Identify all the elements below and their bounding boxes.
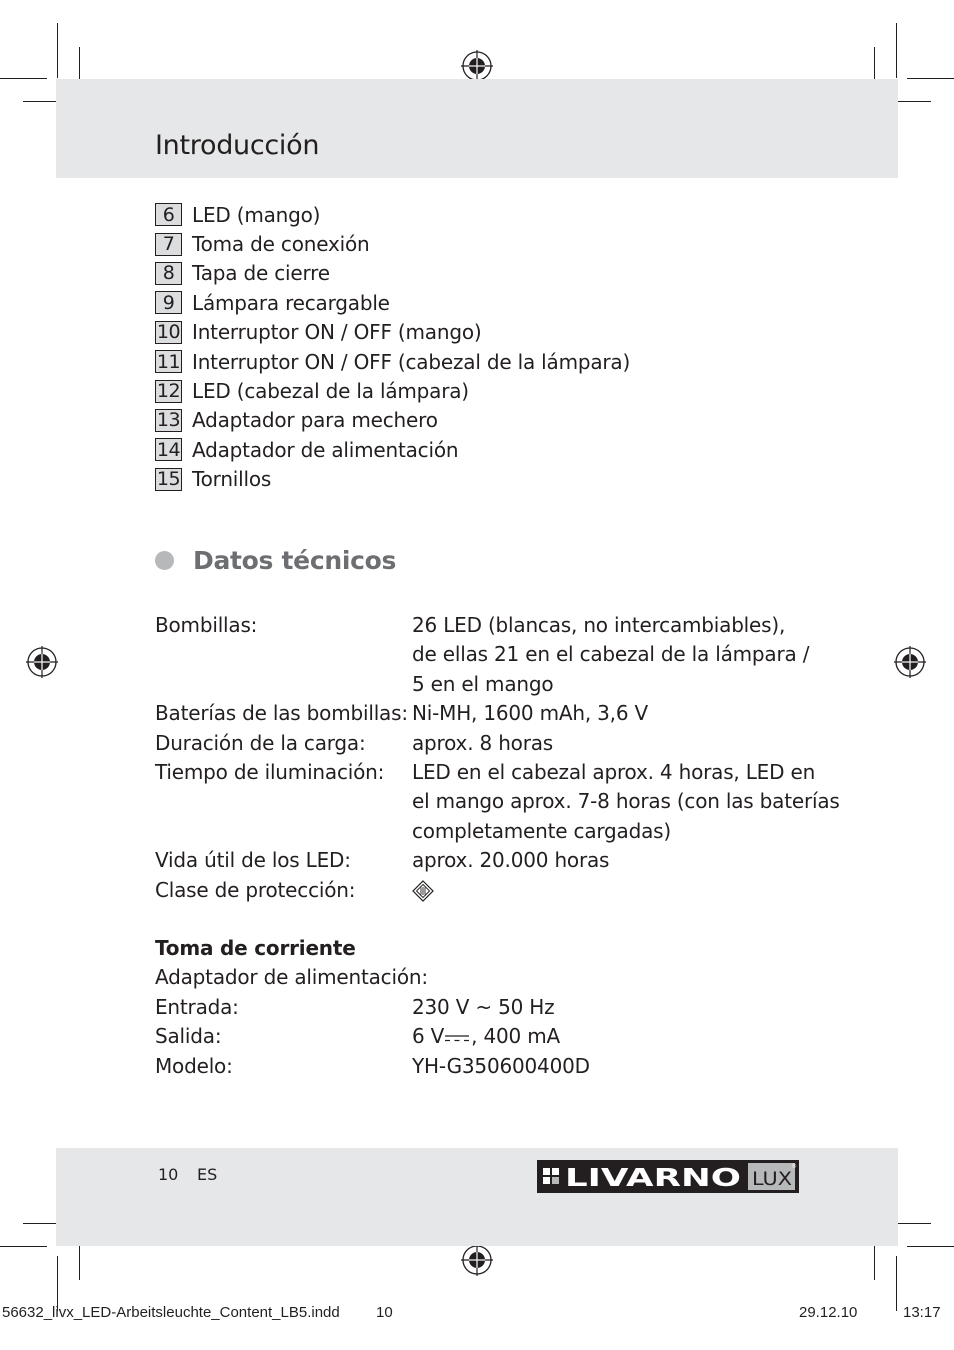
registration-mark-icon — [460, 1243, 494, 1277]
part-number: 11 — [156, 350, 181, 373]
part-label: Interruptor ON / OFF (mango) — [192, 320, 482, 345]
part-number: 9 — [155, 291, 182, 314]
slug-date: 29.12.10 — [799, 1304, 858, 1321]
crop-mark — [907, 1246, 954, 1247]
list-item — [155, 376, 805, 405]
spec-label: Salida: — [155, 1024, 222, 1049]
part-number: 8 — [155, 262, 182, 285]
section-title: Datos técnicos — [193, 546, 397, 575]
spec-value-line: 5 en el mango — [412, 671, 554, 696]
part-label: LED (mango) — [192, 202, 321, 227]
spec-row-model — [155, 1052, 815, 1081]
crop-mark — [874, 1240, 875, 1280]
spec-label: Baterías de las bombillas: — [155, 701, 408, 726]
spec-row-charge — [155, 729, 815, 758]
part-label: Tapa de cierre — [192, 261, 330, 286]
part-number: 10 — [156, 321, 181, 344]
spec-value: 230 V ~ 50 Hz — [412, 994, 555, 1019]
bullet-icon — [155, 551, 174, 570]
spec-value-line: de ellas 21 en el cabezal de la lámpara / — [412, 642, 810, 667]
logo-text: LIVARNO — [565, 1163, 741, 1192]
livarno-lux-logo — [537, 1160, 799, 1193]
slug-time: 13:17 — [903, 1304, 941, 1321]
crop-mark — [896, 1256, 897, 1311]
page-title: Introducción — [155, 130, 320, 161]
spec-value — [412, 1022, 812, 1051]
crop-mark — [57, 23, 58, 78]
part-label: Lámpara recargable — [192, 290, 390, 315]
power-supply-section — [155, 934, 815, 1081]
spec-label: Vida útil de los LED: — [155, 848, 351, 873]
registration-mark-icon — [460, 49, 494, 83]
page-number: 10 — [158, 1165, 179, 1184]
logo-registered-mark: ® — [791, 1163, 797, 1170]
spec-value-line: el mango aprox. 7-8 horas (con las baterías — [412, 789, 840, 814]
part-number: 6 — [155, 203, 182, 226]
spec-row-light-time — [155, 758, 840, 846]
list-item — [155, 435, 805, 464]
list-item — [155, 406, 805, 435]
list-item — [155, 259, 805, 288]
output-voltage: 6 V — [412, 1024, 445, 1049]
part-number: 12 — [156, 380, 181, 403]
spec-label: Duración de la carga: — [155, 730, 366, 755]
registration-mark-icon — [893, 645, 927, 679]
spec-value — [412, 758, 840, 846]
section-heading — [155, 546, 396, 575]
slug-page: 10 — [376, 1304, 393, 1321]
slug-filename: 56632_livx_LED-Arbeitsleuchte_Content_LB5.indd — [2, 1304, 340, 1321]
spec-value: Ni-MH, 1600 mAh, 3,6 V — [412, 701, 649, 726]
list-item — [155, 347, 805, 376]
part-label: Toma de conexión — [192, 232, 370, 257]
language-code: ES — [197, 1165, 218, 1184]
part-number: 14 — [156, 438, 181, 461]
list-item — [155, 465, 805, 494]
direct-current-icon — [445, 1033, 469, 1043]
spec-value-line: LED en el cabezal aprox. 4 horas, LED en — [412, 760, 816, 785]
spec-label: Tiempo de iluminación: — [155, 760, 385, 785]
crop-mark — [896, 23, 897, 78]
parts-list — [155, 200, 805, 494]
spec-value-line: 26 LED (blancas, no intercambiables), — [412, 613, 786, 637]
part-label: Tornillos — [192, 467, 272, 492]
part-number: 15 — [156, 468, 181, 491]
list-item — [155, 288, 805, 317]
spec-row-battery — [155, 699, 815, 728]
list-item — [155, 200, 805, 229]
list-item — [155, 229, 805, 258]
crop-mark — [57, 1256, 58, 1311]
part-label: Adaptador para mechero — [192, 408, 438, 433]
spec-label: Entrada: — [155, 994, 239, 1019]
spec-row-output — [155, 1022, 815, 1051]
spec-value — [412, 876, 812, 905]
part-label: Interruptor ON / OFF (cabezal de la lámpara) — [192, 349, 631, 374]
spec-label: Modelo: — [155, 1053, 233, 1078]
spec-value: aprox. 8 horas — [412, 730, 553, 755]
crop-mark — [79, 1240, 80, 1280]
crop-mark — [0, 1246, 47, 1247]
spec-value: aprox. 20.000 horas — [412, 848, 610, 873]
spec-row-input — [155, 993, 815, 1022]
spec-row-protection — [155, 876, 815, 905]
crop-mark — [907, 78, 954, 79]
power-subtitle: Adaptador de alimentación: — [155, 965, 428, 990]
protection-class-iii-icon — [412, 880, 434, 902]
spec-label: Bombillas: — [155, 613, 258, 637]
spec-label: Clase de protección: — [155, 877, 356, 902]
spec-row-bulbs — [155, 611, 815, 699]
list-item — [155, 318, 805, 347]
spec-value-line: completamente cargadas) — [412, 818, 671, 843]
spec-row-lifetime — [155, 846, 815, 875]
spec-value: YH-G350600400D — [412, 1053, 590, 1078]
logo-sub-text: LUX — [752, 1168, 792, 1190]
registration-mark-icon — [25, 645, 59, 679]
crop-mark — [0, 78, 47, 79]
part-number: 13 — [156, 409, 181, 432]
part-number: 7 — [155, 233, 182, 256]
specs-table — [155, 611, 840, 905]
output-current: , 400 mA — [471, 1024, 560, 1049]
part-label: LED (cabezal de la lámpara) — [192, 379, 469, 404]
part-label: Adaptador de alimentación — [192, 437, 459, 462]
header-band — [56, 79, 898, 178]
power-title: Toma de corriente — [155, 936, 356, 960]
spec-value — [412, 611, 812, 699]
